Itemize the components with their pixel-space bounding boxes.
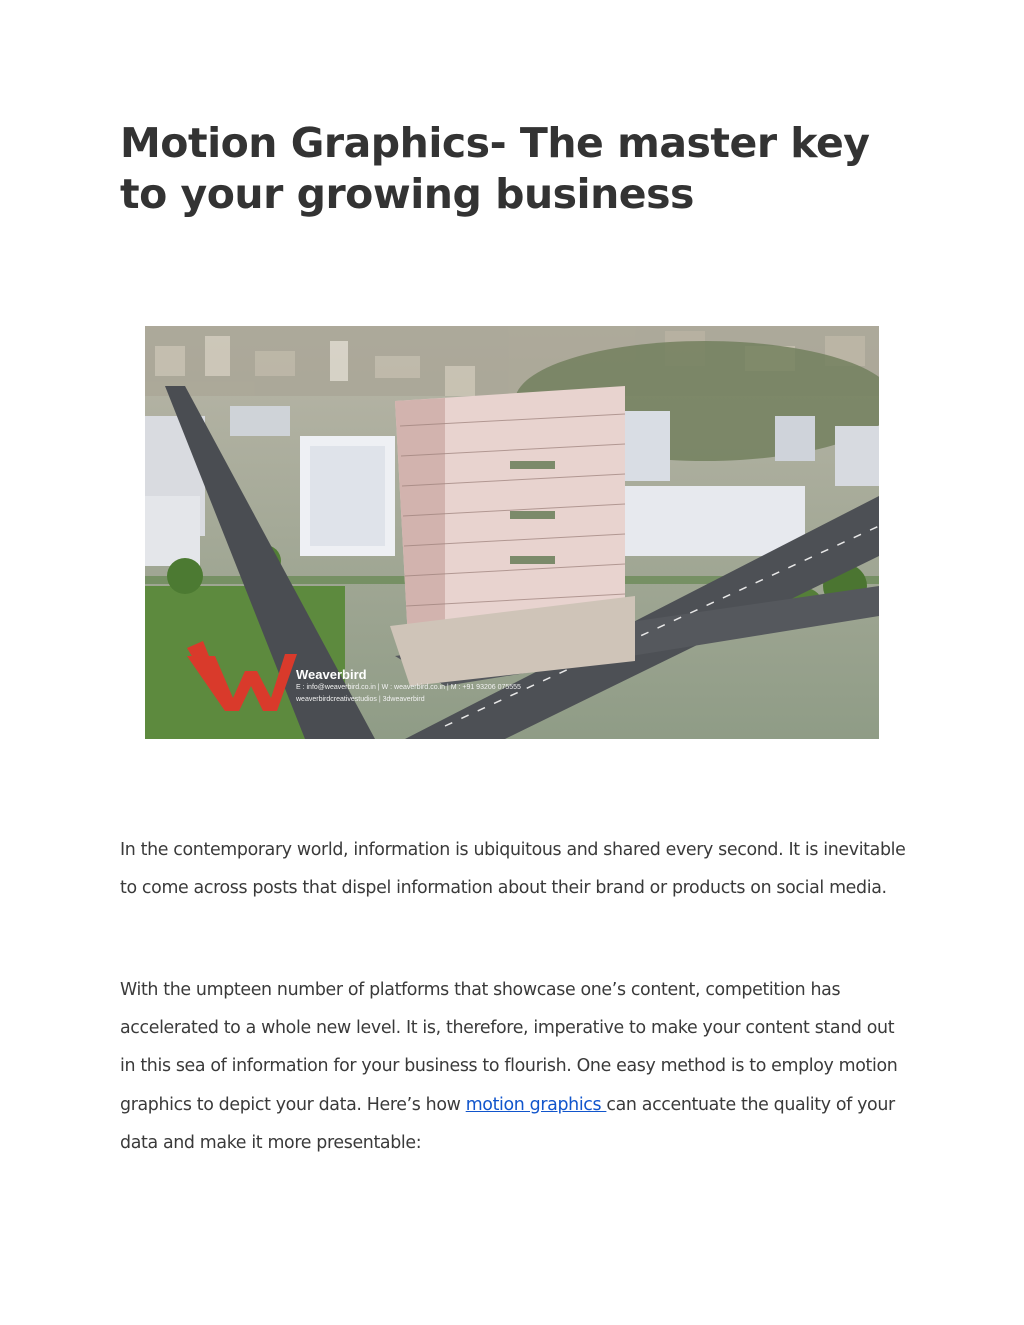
aerial-city-rendering: [145, 326, 879, 739]
intro-paragraph: In the contemporary world, information is ubiquitous and shared every second. It is inevitable to come across posts that dispel information about their brand or products on social media.: [120, 840, 906, 899]
hero-image: [145, 326, 879, 739]
body-paragraph-text: With the umpteen number of platforms that showcase one’s content, competition has accelerated to a whole new level. It is, therefore, imperative to make your content stand out in this sea of information for your business to flourish. One easy method is to employ motion graphics to depict your data. Here’s how: [120, 980, 898, 1115]
body-paragraph-text-end: can accentuate the quality of your data and make it more presentable:: [120, 1094, 895, 1153]
motion-graphics-link[interactable]: motion graphics: [465, 1094, 607, 1115]
brand-social: weaverbirdcreativestudios | 3dweaverbird: [296, 696, 425, 703]
brand-name: Weaverbird: [296, 667, 367, 682]
brand-contact: E : info@weaverbird.co.in | W : weaverbird.co.in | M : +91 93206 075555: [296, 684, 521, 691]
body-paragraph: [120, 971, 910, 1162]
page-title: Motion Graphics- The master key to your growing business: [120, 119, 870, 218]
